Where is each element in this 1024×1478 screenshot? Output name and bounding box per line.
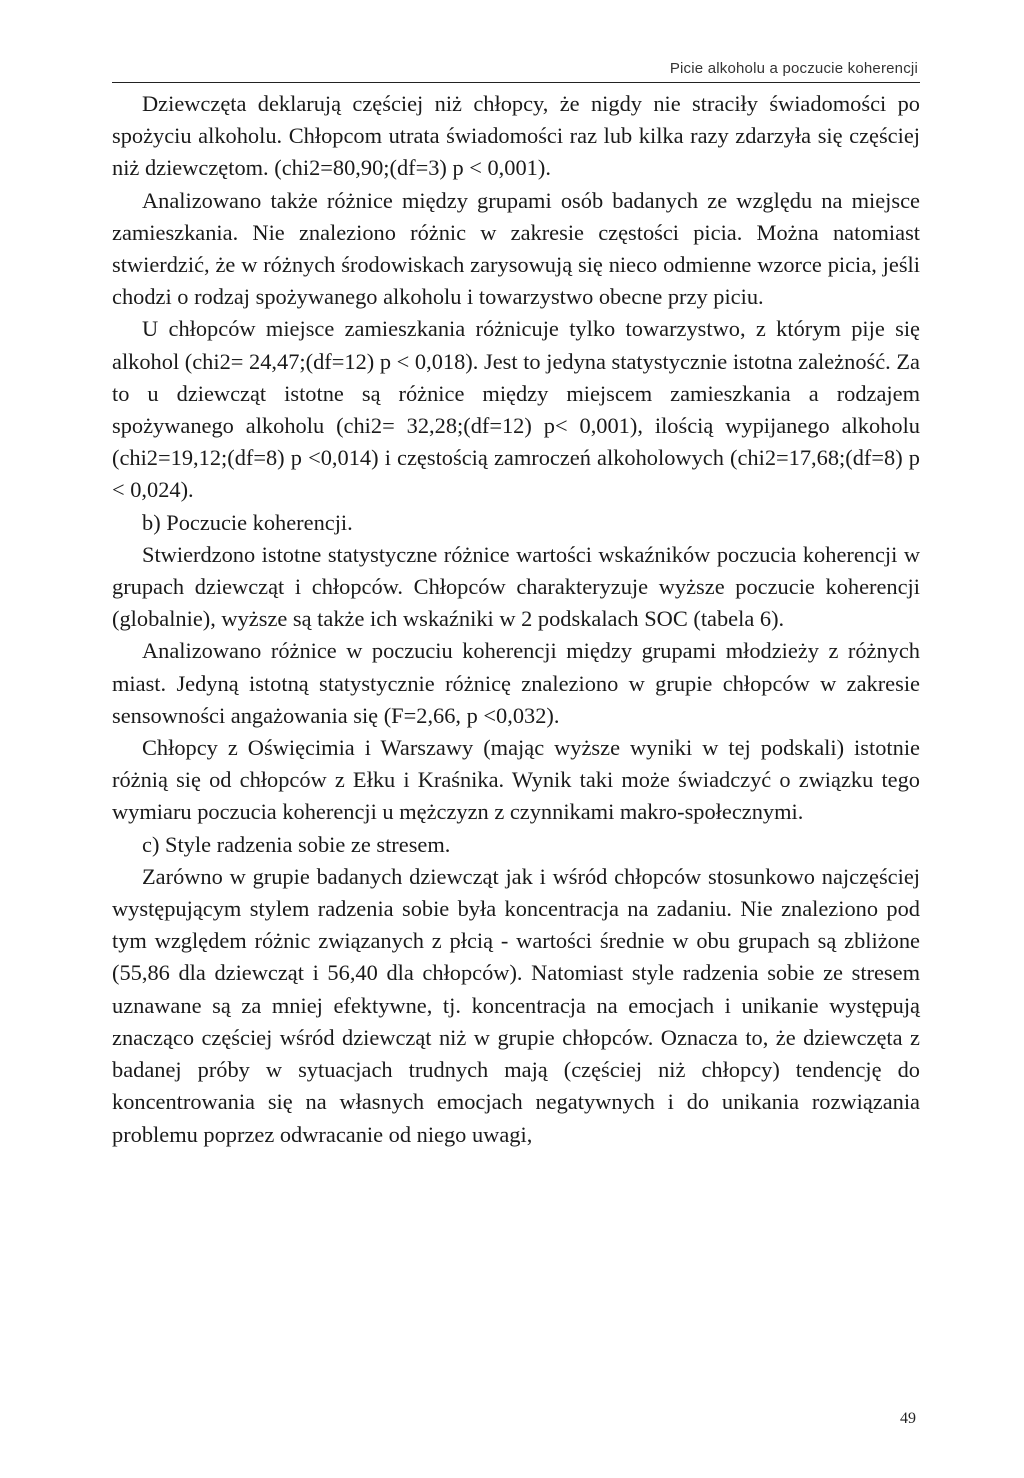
page-number: 49 (900, 1410, 916, 1427)
section-heading: c) Style radzenia sobie ze stresem. (142, 831, 451, 857)
paragraph: Zarówno w grupie badanych dziewcząt jak i wśród chłopców stosunkowo najczęściej występującym stylem radzenia sobie była koncentracja na zadaniu. Nie znaleziono pod tym względem różnic związanych z płcią - wartości średnie w obu grupach są zbliżone (55,86 dla dziewcząt i 56,40 dla chłopców). Natomiast style radzenia sobie ze stresem uznawane są za mniej efektywne, tj. koncentracja na emocjach i unikanie występują znacząco częściej wśród dziewcząt niż w grupie chłopców. Oznacza to, że dziewczęta z badanej próby w sytuacjach trudnych mają (częściej niż chłopcy) tendencję do koncentrowania się na własnych emocjach negatywnych i do unikania rozwiązania problemu poprzez odwracanie od niego uwagi, (112, 863, 920, 1147)
paragraph: Chłopcy z Oświęcimia i Warszawy (mając wyższe wyniki w tej podskali) istotnie różnią się od chłopców z Ełku i Kraśnika. Wynik taki może świadczyć o związku tego wymiaru poczucia koherencji u mężczyzn z czynnikami makro-społecznymi. (112, 735, 920, 825)
paragraph: Analizowano różnice w poczuciu koherencji między grupami młodzieży z różnych miast. Jedyną istotną statystycznie różnicę znaleziono w grupie chłopców w zakresie sensowności angażowania się (F=2,66, p <0,032). (112, 638, 920, 728)
paragraph: Stwierdzono istotne statystyczne różnice wartości wskaźników poczucia koherencji w grupach dziewcząt i chłopców. Chłopców charakteryzuje wyższe poczucie koherencji (globalnie), wyższe są także ich wskaźniki w 2 podskalach SOC (tabela 6). (112, 541, 920, 632)
section-heading: b) Poczucie koherencji. (142, 509, 353, 535)
paragraph: U chłopców miejsce zamieszkania różnicuje tylko towarzystwo, z którym pije się alkohol (chi2= 24,47;(df=12) p < 0,018). Jest to jedyna statystycznie istotna zależność. Za to u dziewcząt istotne są różnice między miejscem zamieszkania a rodzajem spożywanego alkoholu (chi2= 32,28;(df=12) p< 0,001), ilością wypijanego alkoholu (chi2=19,12;(df=8) p <0,014) i częstością zamroczeń alkoholowych (chi2=17,68;(df=8) p < 0,024). (112, 316, 920, 503)
paragraph: Analizowano także różnice między grupami osób badanych ze względu na miejsce zamieszkania. Nie znaleziono różnic w zakresie częstości picia. Można natomiast stwierdzić, że w różnych środowiskach zarysowują się nieco odmienne wzorce picia, jeśli chodzi o rodzaj spożywanego alkoholu i towarzystwo obecne przy piciu. (112, 187, 920, 310)
paragraph: Dziewczęta deklarują częściej niż chłopcy, że nigdy nie straciły świadomości po spożyciu alkoholu. Chłopcom utrata świadomości raz lub kilka razy zdarzyła się częściej niż dziewczętom. (chi2=80,90;(df=3) p < 0,001). (112, 91, 920, 181)
body-text (112, 88, 920, 1151)
running-title: Picie alkoholu a poczucie koherencji (669, 60, 918, 77)
page-header (112, 56, 920, 83)
